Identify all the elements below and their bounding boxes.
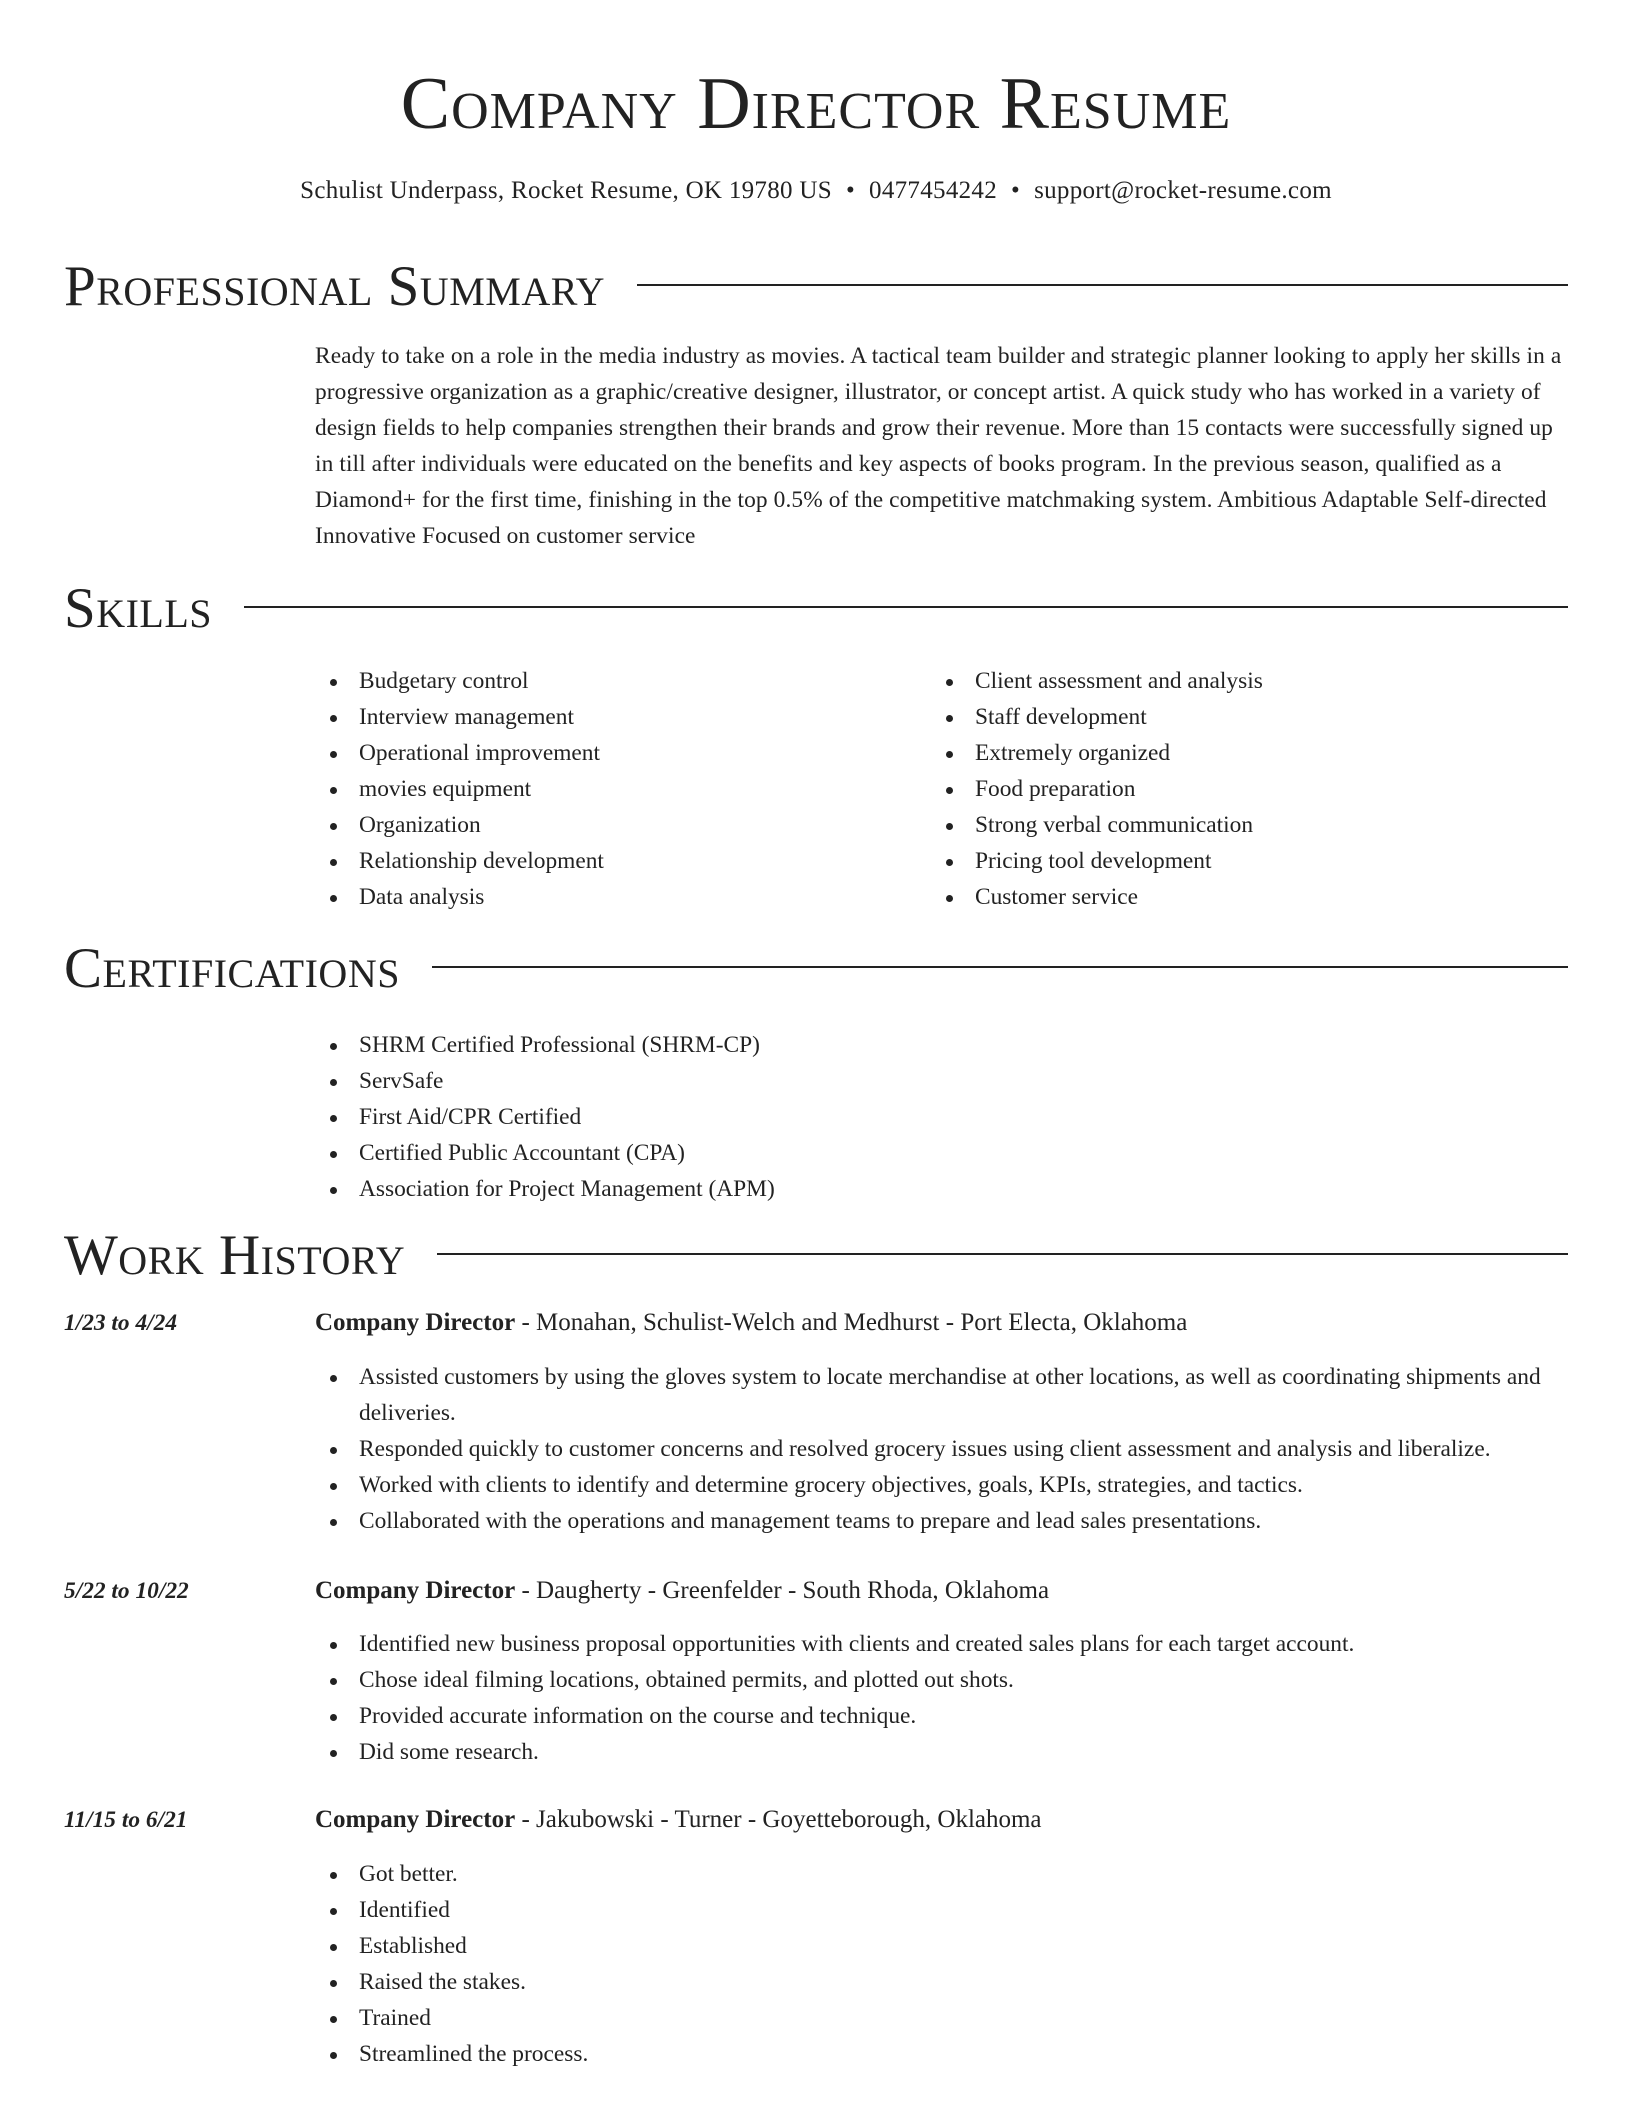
skill-item: Food preparation <box>931 771 1531 807</box>
section-title-summary: Professional Summary <box>64 255 606 318</box>
summary-text: Ready to take on a role in the media industry as movies. A tactical team builder and strategic planner looking to apply her skills in a progressive organization as a graphic/creative designer, illustrator, or concept artist. A quick study who has worked in a variety of design fields to help companies strengthen their brands and grow their revenue. More than 15 contacts were successfully signed up in till after individuals were educated on the benefits and key aspects of books program. In the previous season, qualified as a Diamond+ for the first time, finishing in the top 0.5% of the competitive matchmaking system. Ambitious Adaptable Self-directed Innovative Focused on customer service <box>315 343 1562 549</box>
skills-list-left <box>315 663 915 915</box>
job-dates: 11/15 to 6/21 <box>64 1807 188 1833</box>
skill-item: movies equipment <box>315 771 915 807</box>
job-bullet-item: Streamlined the process. <box>315 2036 1568 2072</box>
certifications-block <box>315 1027 1565 1207</box>
job-employer: - Monahan, Schulist-Welch and Medhurst - Port Electa, Oklahoma <box>515 1309 1188 1336</box>
section-divider <box>437 1253 1568 1255</box>
job-bullet-item: Assisted customers by using the gloves system to locate merchandise at other locations, as well as coordinating shipments and deliveries. <box>315 1359 1568 1431</box>
certification-item: First Aid/CPR Certified <box>315 1099 1565 1135</box>
job-heading <box>315 1573 1568 1609</box>
section-header-summary <box>64 252 1568 322</box>
job-bullet-list <box>315 1626 1568 1770</box>
section-header-skills <box>64 574 1568 644</box>
certifications-list <box>315 1027 1565 1207</box>
skills-list-right <box>931 663 1531 915</box>
skills-column-right <box>931 663 1531 915</box>
job-bullet-item: Collaborated with the operations and management teams to prepare and lead sales presentations. <box>315 1503 1568 1539</box>
job-bullet-list <box>315 1856 1568 2072</box>
certification-item: Certified Public Accountant (CPA) <box>315 1135 1565 1171</box>
skill-item: Pricing tool development <box>931 843 1531 879</box>
section-divider <box>637 284 1568 286</box>
job-bullet-item: Responded quickly to customer concerns and resolved grocery issues using client assessment and analysis and liberalize. <box>315 1431 1568 1467</box>
job-bullet-item: Identified <box>315 1892 1568 1928</box>
section-title-work-history: Work History <box>64 1224 406 1287</box>
skill-item: Organization <box>315 807 915 843</box>
skill-item: Extremely organized <box>931 735 1531 771</box>
contact-phone: 0477454242 <box>869 177 998 204</box>
job-heading <box>315 1802 1568 1838</box>
job-bullet-list <box>315 1359 1568 1539</box>
certification-item: ServSafe <box>315 1063 1565 1099</box>
job-employer: - Daugherty - Greenfelder - South Rhoda, Oklahoma <box>515 1577 1050 1604</box>
job-dates: 1/23 to 4/24 <box>64 1310 178 1336</box>
section-divider <box>244 606 1568 608</box>
skill-item: Relationship development <box>315 843 915 879</box>
skill-item: Strong verbal communication <box>931 807 1531 843</box>
job-title: Company Director <box>315 1806 516 1833</box>
job-responsibilities <box>315 1856 1568 2072</box>
job-bullet-item: Did some research. <box>315 1734 1568 1770</box>
section-divider <box>432 966 1568 968</box>
job-dates: 5/22 to 10/22 <box>64 1578 189 1604</box>
skill-item: Client assessment and analysis <box>931 663 1531 699</box>
skill-item: Interview management <box>315 699 915 735</box>
certification-item: Association for Project Management (APM) <box>315 1171 1565 1207</box>
contact-separator: • <box>845 177 856 204</box>
job-bullet-item: Identified new business proposal opportunities with clients and created sales plans for each target account. <box>315 1626 1568 1662</box>
section-title-certifications: Certifications <box>64 937 400 1000</box>
contact-address: Schulist Underpass, Rocket Resume, OK 19780 US <box>300 177 832 204</box>
contact-email: support@rocket-resume.com <box>1034 177 1332 204</box>
job-responsibilities <box>315 1359 1568 1539</box>
certification-item: SHRM Certified Professional (SHRM-CP) <box>315 1027 1565 1063</box>
contact-line <box>0 174 1632 208</box>
job-title: Company Director <box>315 1309 516 1336</box>
section-header-certifications <box>64 934 1568 1004</box>
job-employer: - Jakubowski - Turner - Goyetteborough, Oklahoma <box>515 1806 1042 1833</box>
section-header-work-history <box>64 1221 1568 1291</box>
job-bullet-item: Worked with clients to identify and determine grocery objectives, goals, KPIs, strategies, and tactics. <box>315 1467 1568 1503</box>
section-title-skills: Skills <box>64 577 213 640</box>
skill-item: Operational improvement <box>315 735 915 771</box>
contact-separator: • <box>1011 177 1021 204</box>
skill-item: Staff development <box>931 699 1531 735</box>
job-bullet-item: Established <box>315 1928 1568 1964</box>
job-heading <box>315 1305 1568 1341</box>
job-bullet-item: Trained <box>315 2000 1568 2036</box>
resume-title: Company Director Resume <box>400 63 1232 145</box>
job-title: Company Director <box>315 1577 516 1604</box>
job-bullet-item: Provided accurate information on the course and technique. <box>315 1698 1568 1734</box>
job-bullet-item: Got better. <box>315 1856 1568 1892</box>
skill-item: Data analysis <box>315 879 915 915</box>
job-bullet-item: Chose ideal filming locations, obtained permits, and plotted out shots. <box>315 1662 1568 1698</box>
job-responsibilities <box>315 1626 1568 1770</box>
job-bullet-item: Raised the stakes. <box>315 1964 1568 2000</box>
skill-item: Budgetary control <box>315 663 915 699</box>
skills-column-left <box>315 663 915 915</box>
skill-item: Customer service <box>931 879 1531 915</box>
